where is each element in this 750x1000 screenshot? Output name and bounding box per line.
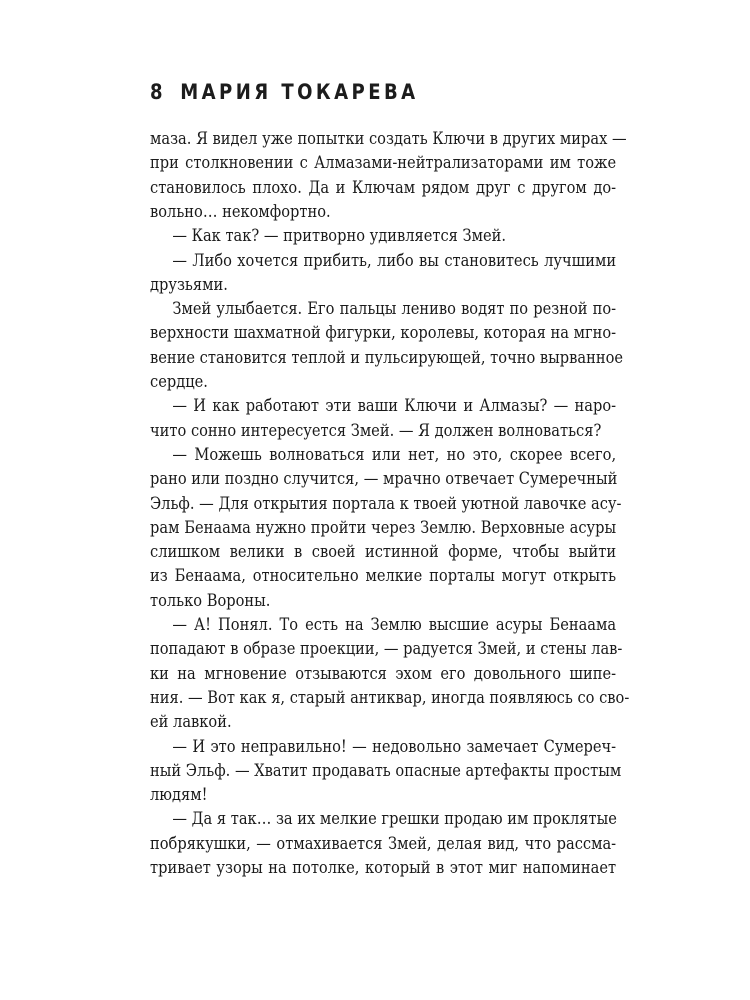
text-line-content: вольно… некомфортно. bbox=[150, 201, 331, 222]
text-line-content: слишком велики в своей истинной форме, чтобы выйти bbox=[150, 542, 617, 563]
text-line-content: — Да я так… за их мелкие грешки продаю им проклятые bbox=[172, 809, 617, 830]
text-line-content: ки на мгновение отзываются эхом его довольного шипе- bbox=[150, 663, 617, 684]
page-number: 8 bbox=[150, 80, 164, 104]
text-line-content: друзьями. bbox=[150, 274, 228, 295]
text-line-content: побрякушки, — отмахивается Змей, делая вид, что рассма- bbox=[150, 833, 617, 854]
text-line-content: из Бенаама, относительно мелкие порталы могут открыть bbox=[150, 566, 617, 587]
text-line-content: при столкновении с Алмазами-нейтрализаторами им тоже bbox=[150, 153, 617, 174]
text-line-content: — И как работают эти ваши Ключи и Алмазы? — наро- bbox=[172, 396, 617, 417]
text-line-content: ей лавкой. bbox=[150, 712, 232, 733]
text-line bbox=[150, 853, 617, 883]
text-line-content: рам Бенаама нужно пройти через Землю. Верховные асуры bbox=[150, 517, 617, 538]
text-line-content: — И это неправильно! — недовольно замечает Сумереч- bbox=[172, 736, 617, 757]
text-line-content: ния. — Вот как я, старый антиквар, иногда появляюсь со сво- bbox=[150, 687, 630, 708]
text-line-content: людям! bbox=[150, 785, 208, 806]
author-name: МАРИЯ ТОКАРЕВА bbox=[180, 80, 419, 104]
text-line-content: сердце. bbox=[150, 372, 208, 392]
text-line-content: только Вороны. bbox=[150, 590, 271, 611]
text-line-content: вение становится теплой и пульсирующей, точно вырванное bbox=[150, 347, 624, 368]
text-line-content: — А! Понял. То есть на Землю высшие асуры Бенаама bbox=[172, 615, 617, 635]
text-line-content: — Как так? — притворно удивляется Змей. bbox=[172, 226, 507, 247]
text-line-content: Змей улыбается. Его пальцы лениво водят по резной по- bbox=[172, 299, 617, 320]
text-line-content: ный Эльф. — Хватит продавать опасные артефакты простым bbox=[150, 760, 622, 781]
running-head bbox=[150, 74, 419, 110]
text-line-content: — Можешь волноваться или нет, но это, скорее всего, bbox=[172, 444, 617, 465]
text-line-content: маза. Я видел уже попытки создать Ключи в других мирах — bbox=[150, 129, 627, 149]
text-line-content: рано или поздно случится, — мрачно отвечает Сумеречный bbox=[150, 469, 618, 490]
text-line-content: — Либо хочется прибить, либо вы становитесь лучшими bbox=[172, 250, 617, 271]
text-line-content: тривает узоры на потолке, который в этот миг напоминает bbox=[150, 858, 617, 878]
text-line-content: становилось плохо. Да и Ключам рядом друг с другом до- bbox=[150, 177, 617, 198]
text-line-content: верхности шахматной фигурки, королевы, которая на мгно- bbox=[150, 323, 617, 344]
text-line-content: Эльф. — Для открытия портала к твоей уютной лавочке асу- bbox=[150, 493, 622, 514]
text-line-content: чито сонно интересуется Змей. — Я должен волноваться? bbox=[150, 420, 602, 441]
text-line-content: попадают в образе проекции, — радуется Змей, и стены лав- bbox=[150, 639, 623, 660]
